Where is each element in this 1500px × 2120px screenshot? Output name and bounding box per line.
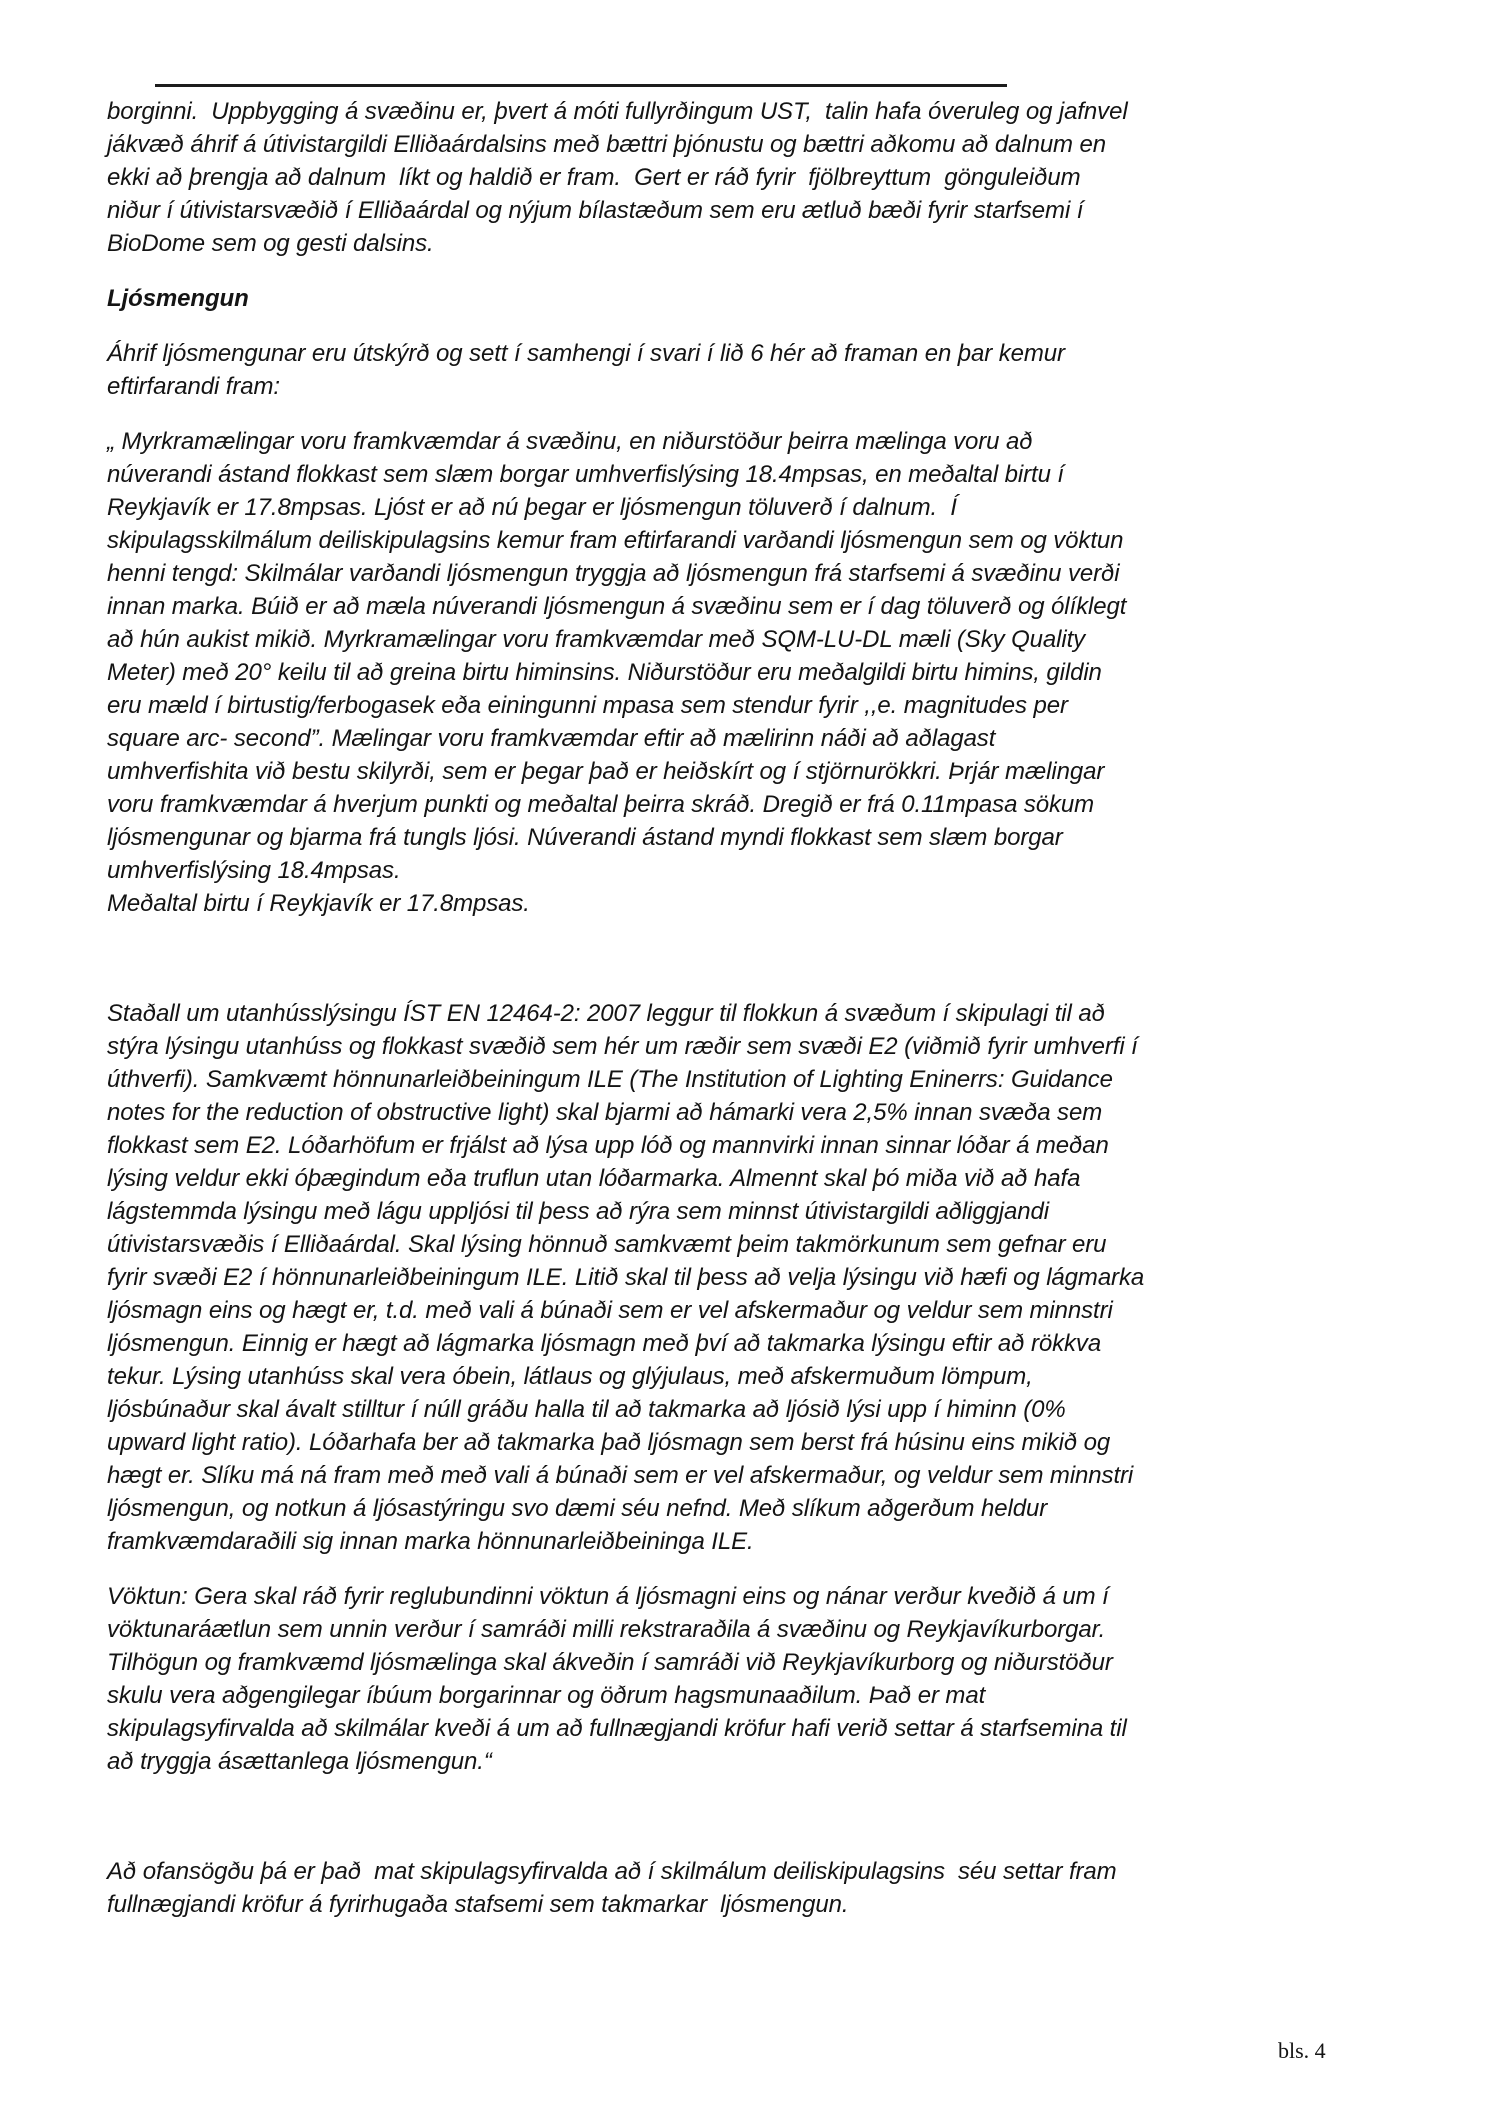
text-line: upward light ratio). Lóðarhafa ber að takmarka það ljósmagn sem berst frá húsinu eins mikið og [107,1429,1111,1456]
text-line: skipulagsyfirvalda að skilmálar kveði á um að fullnægjandi kröfur hafi verið settar á starfsemina til [107,1715,1127,1742]
text-line: umhverfislýsing 18.4mpsas. [107,857,401,884]
text-line: square arc- second”. Mælingar voru framkvæmdar eftir að mælirinn náði að aðlagast [107,725,996,752]
text-line: eftirfarandi fram: [107,373,280,400]
text-line: voru framkvæmdar á hverjum punkti og meðaltal þeirra skráð. Dregið er frá 0.11mpasa sökum [107,791,1095,818]
text-line: hægt er. Slíku má ná fram með með vali á búnaði sem er vel afskermaður, og veldur sem minnstri [107,1462,1134,1489]
text-line: lágstemmda lýsingu með lágu uppljósi til þess að rýra sem minnst útivistargildi aðliggjandi [107,1198,1050,1225]
text-line: ljósmengunar og bjarma frá tungls ljósi. Núverandi ástand myndi flokkast sem slæm borgar [107,824,1063,851]
separator-line [155,84,1007,87]
text-line: Tilhögun og framkvæmd ljósmælinga skal ákveðin í samráði við Reykjavíkurborg og niðurstöður [107,1649,1113,1676]
paragraph [107,425,1362,920]
text-line: vöktunaráætlun sem unnin verður í samráði milli rekstraraðila á svæðinu og Reykjavíkurborgar. [107,1616,1106,1643]
text-line: ljósmagn eins og hægt er, t.d. með vali á búnaði sem er vel afskermaður og veldur sem minnstri [107,1297,1113,1324]
text-line: umhverfishita við bestu skilyrði, sem er þegar það er heiðskírt og í stjörnurökkri. Þrjár mælingar [107,758,1105,785]
text-line: „ Myrkramælingar voru framkvæmdar á svæðinu, en niðurstöður þeirra mælinga voru að [107,428,1033,455]
text-line: Áhrif ljósmengunar eru útskýrð og sett í samhengi í svari í lið 6 hér að framan en þar kemur [107,340,1065,367]
page-number: bls. 4 [1278,2038,1326,2063]
text-line: fullnægjandi kröfur á fyrirhugaða stafsemi sem takmarkar ljósmengun. [107,1891,849,1918]
text-line: BioDome sem og gesti dalsins. [107,230,434,257]
text-line: Meter) með 20° keilu til að greina birtu himinsins. Niðurstöður eru meðalgildi birtu himins, gildin [107,659,1102,686]
text-line: jákvæð áhrif á útivistargildi Elliðaárdalsins með bættri þjónustu og bættri aðkomu að dalnum en [107,131,1107,158]
paragraph [107,997,1362,1558]
blank-line [107,1800,1362,1833]
text-line: núverandi ástand flokkast sem slæm borgar umhverfislýsing 18.4mpsas, en meðaltal birtu í [107,461,1064,488]
text-line: Reykjavík er 17.8mpsas. Ljóst er að nú þegar er ljósmengun töluverð í dalnum. Í [107,494,957,521]
text-line: fyrir svæði E2 í hönnunarleiðbeiningum ILE. Litið skal til þess að velja lýsingu við hæfi og lágmarka [107,1264,1145,1291]
text-line: niður í útivistarsvæðið í Elliðaárdal og nýjum bílastæðum sem eru ætluð bæði fyrir starfsemi í [107,197,1084,224]
text-line: skipulagsskilmálum deiliskipulagsins kemur fram eftirfarandi varðandi ljósmengun sem og vöktun [107,527,1124,554]
paragraph [107,1855,1362,1921]
paragraph [107,95,1362,260]
text-line: eru mæld í birtustig/ferbogasek eða einingunni mpasa sem stendur fyrir ,,e. magnitudes per [107,692,1068,719]
text-line: notes for the reduction of obstructive light) skal bjarmi að hámarki vera 2,5% innan svæða sem [107,1099,1103,1126]
text-line: Vöktun: Gera skal ráð fyrir reglubundinni vöktun á ljósmagni eins og nánar verður kveðið á um í [107,1583,1109,1610]
paragraph [107,337,1362,403]
text-line: Meðaltal birtu í Reykjavík er 17.8mpsas. [107,890,530,917]
text-line: að hún aukist mikið. Myrkramælingar voru framkvæmdar með SQM-LU-DL mæli (Sky Quality [107,626,1086,653]
section-heading [107,282,1362,315]
text-line: ljósmengun, og notkun á ljósastýringu svo dæmi séu nefnd. Með slíkum aðgerðum heldur [107,1495,1048,1522]
text-line: flokkast sem E2. Lóðarhöfum er frjálst að lýsa upp lóð og mannvirki innan sinnar lóðar á meðan [107,1132,1109,1159]
text-line: henni tengd: Skilmálar varðandi ljósmengun tryggja að ljósmengun frá starfsemi á svæðinu verði [107,560,1120,587]
text-line: skulu vera aðgengilegar íbúum borgarinnar og öðrum hagsmunaaðilum. Það er mat [107,1682,986,1709]
text-line: að tryggja ásættanlega ljósmengun.“ [107,1748,492,1775]
text-line: lýsing veldur ekki óþægindum eða truflun utan lóðarmarka. Almennt skal þó miða við að hafa [107,1165,1081,1192]
document-body [107,84,1362,1943]
text-line: ljósmengun. Einnig er hægt að lágmarka ljósmagn með því að takmarka lýsingu eftir að rökkva [107,1330,1102,1357]
text-line: útivistarsvæðis í Elliðaárdal. Skal lýsing hönnuð samkvæmt þeim takmörkunum sem gefnar eru [107,1231,1107,1258]
text-line: stýra lýsingu utanhúss og flokkast svæðið sem hér um ræðir sem svæði E2 (viðmið fyrir umhverfi í [107,1033,1138,1060]
text-line: tekur. Lýsing utanhúss skal vera óbein, látlaus og glýjulaus, með afskermuðum lömpum, [107,1363,1033,1390]
paragraph [107,1580,1362,1778]
text-line: ljósbúnaður skal ávalt stilltur í núll gráðu halla til að takmarka að ljósið lýsi upp í himinn (0% [107,1396,1066,1423]
blank-line [107,942,1362,975]
text-line: Að ofansögðu þá er það mat skipulagsyfirvalda að í skilmálum deiliskipulagsins séu settar fram [107,1858,1117,1885]
text-line: Ljósmengun [107,285,249,312]
text-line: Staðall um utanhússlýsingu ÍST EN 12464-2: 2007 leggur til flokkun á svæðum í skipulagi til að [107,1000,1105,1027]
text-line: innan marka. Búið er að mæla núverandi ljósmengun á svæðinu sem er í dag töluverð og ólíklegt [107,593,1127,620]
text-line: borginni. Uppbygging á svæðinu er, þvert á móti fullyrðingum UST, talin hafa óveruleg og jafnvel [107,98,1128,125]
text-line: framkvæmdaraðili sig innan marka hönnunarleiðbeininga ILE. [107,1528,754,1555]
text-line: ekki að þrengja að dalnum líkt og haldið er fram. Gert er ráð fyrir fjölbreyttum gönguleiðum [107,164,1081,191]
text-line: úthverfi). Samkvæmt hönnunarleiðbeiningum ILE (The Institution of Lighting Eninerrs: Guidance [107,1066,1113,1093]
